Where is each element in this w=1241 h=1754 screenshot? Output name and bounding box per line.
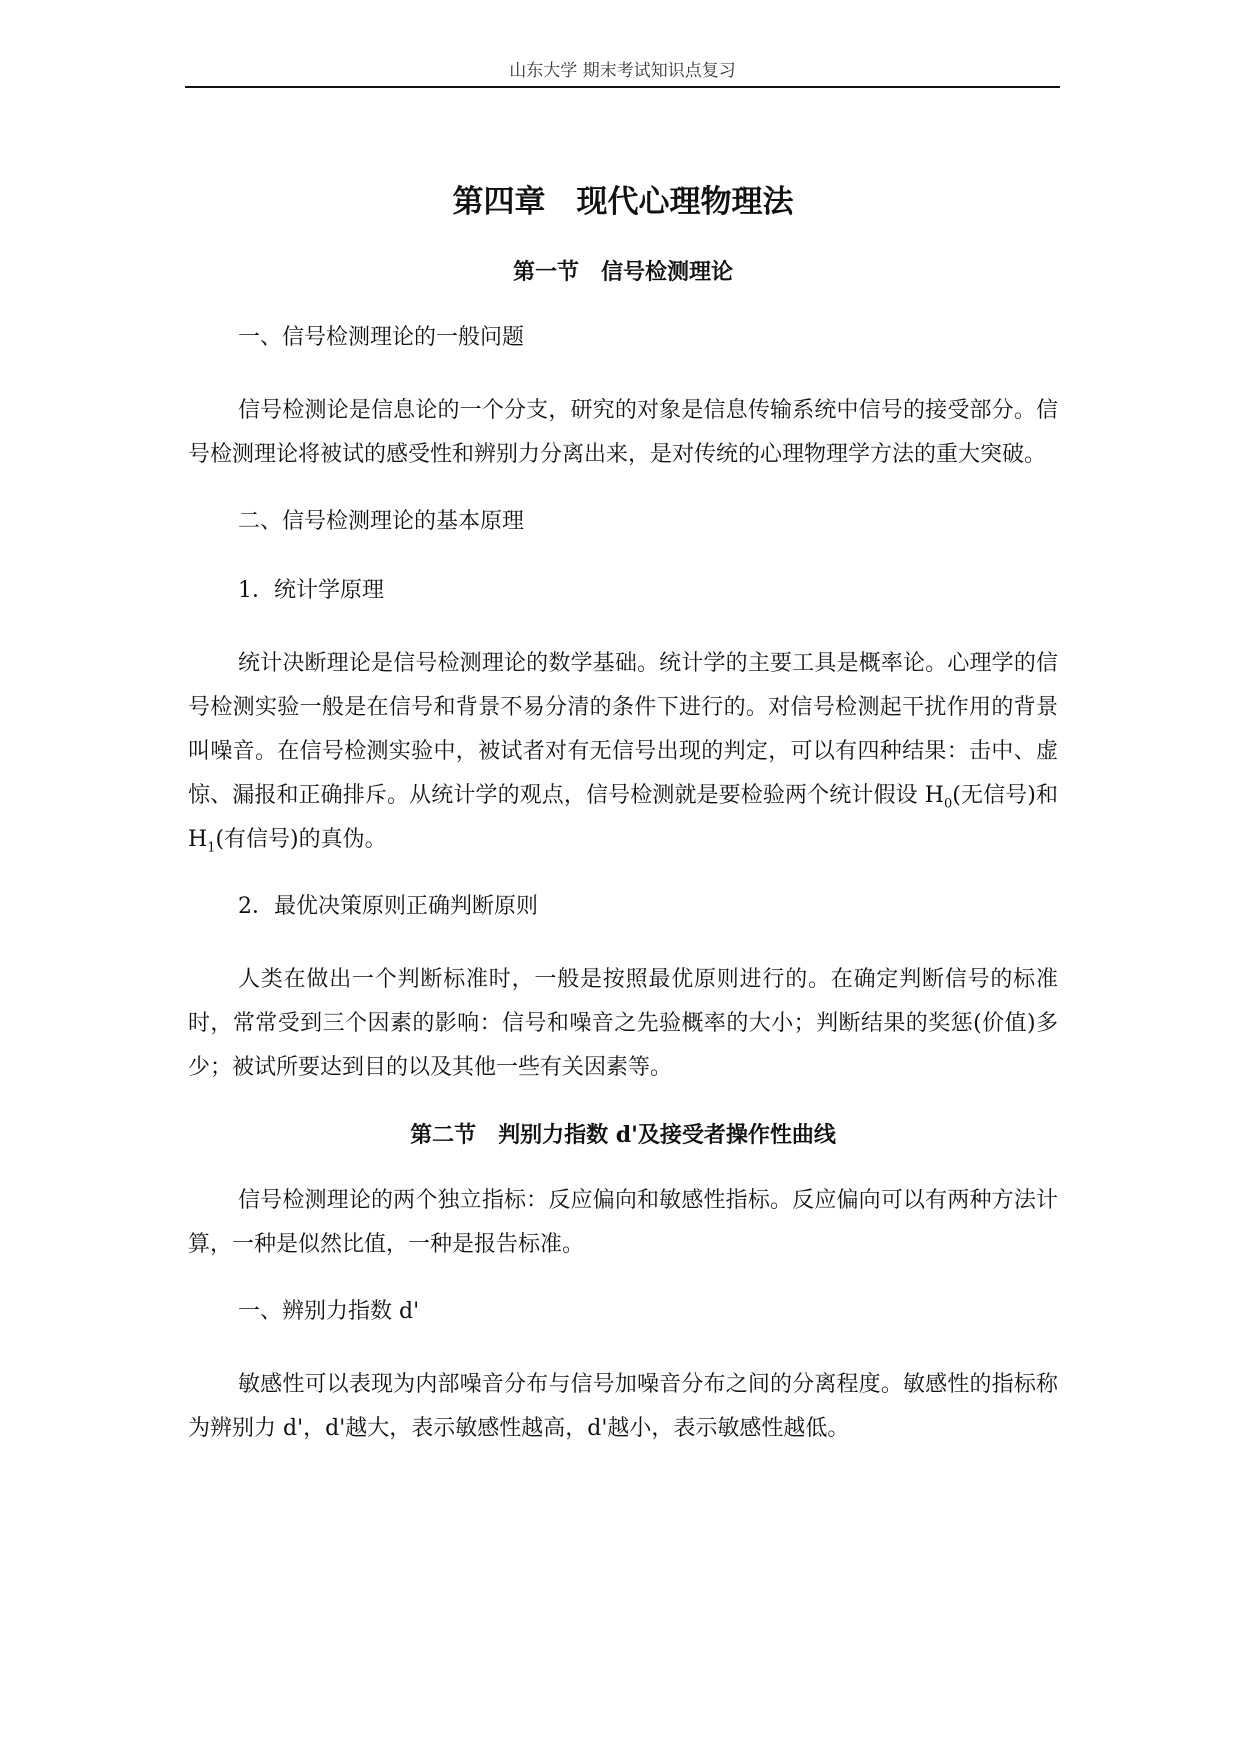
heading-statistical-principle: 1．统计学原理 bbox=[238, 578, 384, 603]
heading-general-problems: 一、信号检测理论的一般问题 bbox=[238, 325, 525, 350]
paragraph-sensitivity: 敏感性可以表现为内部噪音分布与信号加噪音分布之间的分离程度。敏感性的指标称为辨别力 d'，d'越大，表示敏感性越高，d'越小，表示敏感性越低。 bbox=[188, 1372, 1058, 1441]
paragraph-sdt-intro: 信号检测论是信息论的一个分支，研究的对象是信息传输系统中信号的接受部分。信号检测理论将被试的感受性和辨别力分离出来，是对传统的心理物理学方法的重大突破。 bbox=[188, 398, 1058, 467]
document-body bbox=[188, 168, 1058, 1478]
page-header: 山东大学 期末考试知识点复习 bbox=[185, 56, 1060, 88]
subscript-h0: 0 bbox=[943, 796, 953, 812]
heading-discrimination-index: 一、辨别力指数 d' bbox=[238, 1299, 420, 1324]
chapter-title: 第四章 现代心理物理法 bbox=[452, 184, 794, 220]
paragraph-two-indices: 信号检测理论的两个独立指标：反应偏向和敏感性指标。反应偏向可以有两种方法计算，一种是似然比值，一种是报告标准。 bbox=[188, 1188, 1058, 1257]
paragraph-text-part3: (有信号)的真伪。 bbox=[215, 827, 387, 852]
section-title-1: 第一节 信号检测理论 bbox=[512, 259, 733, 285]
paragraph-text-part1: 统计决断理论是信号检测理论的数学基础。统计学的主要工具是概率论。心理学的信号检测实验一般是在信号和背景不易分清的条件下进行的。对信号检测起干扰作用的背景叫噪音。在信号检测实验中，被试者对有无信号出现的判定，可以有四种结果：击中、虚惊、漏报和正确排斥。从统计学的观点，信号检测就是要检验两个统计假设 H bbox=[188, 651, 1058, 808]
heading-optimal-decision: 2．最优决策原则正确判断原则 bbox=[238, 894, 538, 919]
paragraph-statistical-principle bbox=[188, 642, 1058, 862]
paragraph-text-part2: (无信号)和 H bbox=[188, 783, 1058, 852]
paragraph-optimal-decision: 人类在做出一个判断标准时，一般是按照最优原则进行的。在确定判断信号的标准时，常常受到三个因素的影响：信号和噪音之先验概率的大小；判断结果的奖惩(价值)多少；被试所要达到目的以及其他一些有关因素等。 bbox=[188, 967, 1058, 1080]
heading-basic-principles: 二、信号检测理论的基本原理 bbox=[238, 509, 525, 534]
subscript-h1: 1 bbox=[207, 840, 216, 856]
section-title-2: 第二节 判别力指数 d'及接受者操作性曲线 bbox=[410, 1122, 836, 1148]
